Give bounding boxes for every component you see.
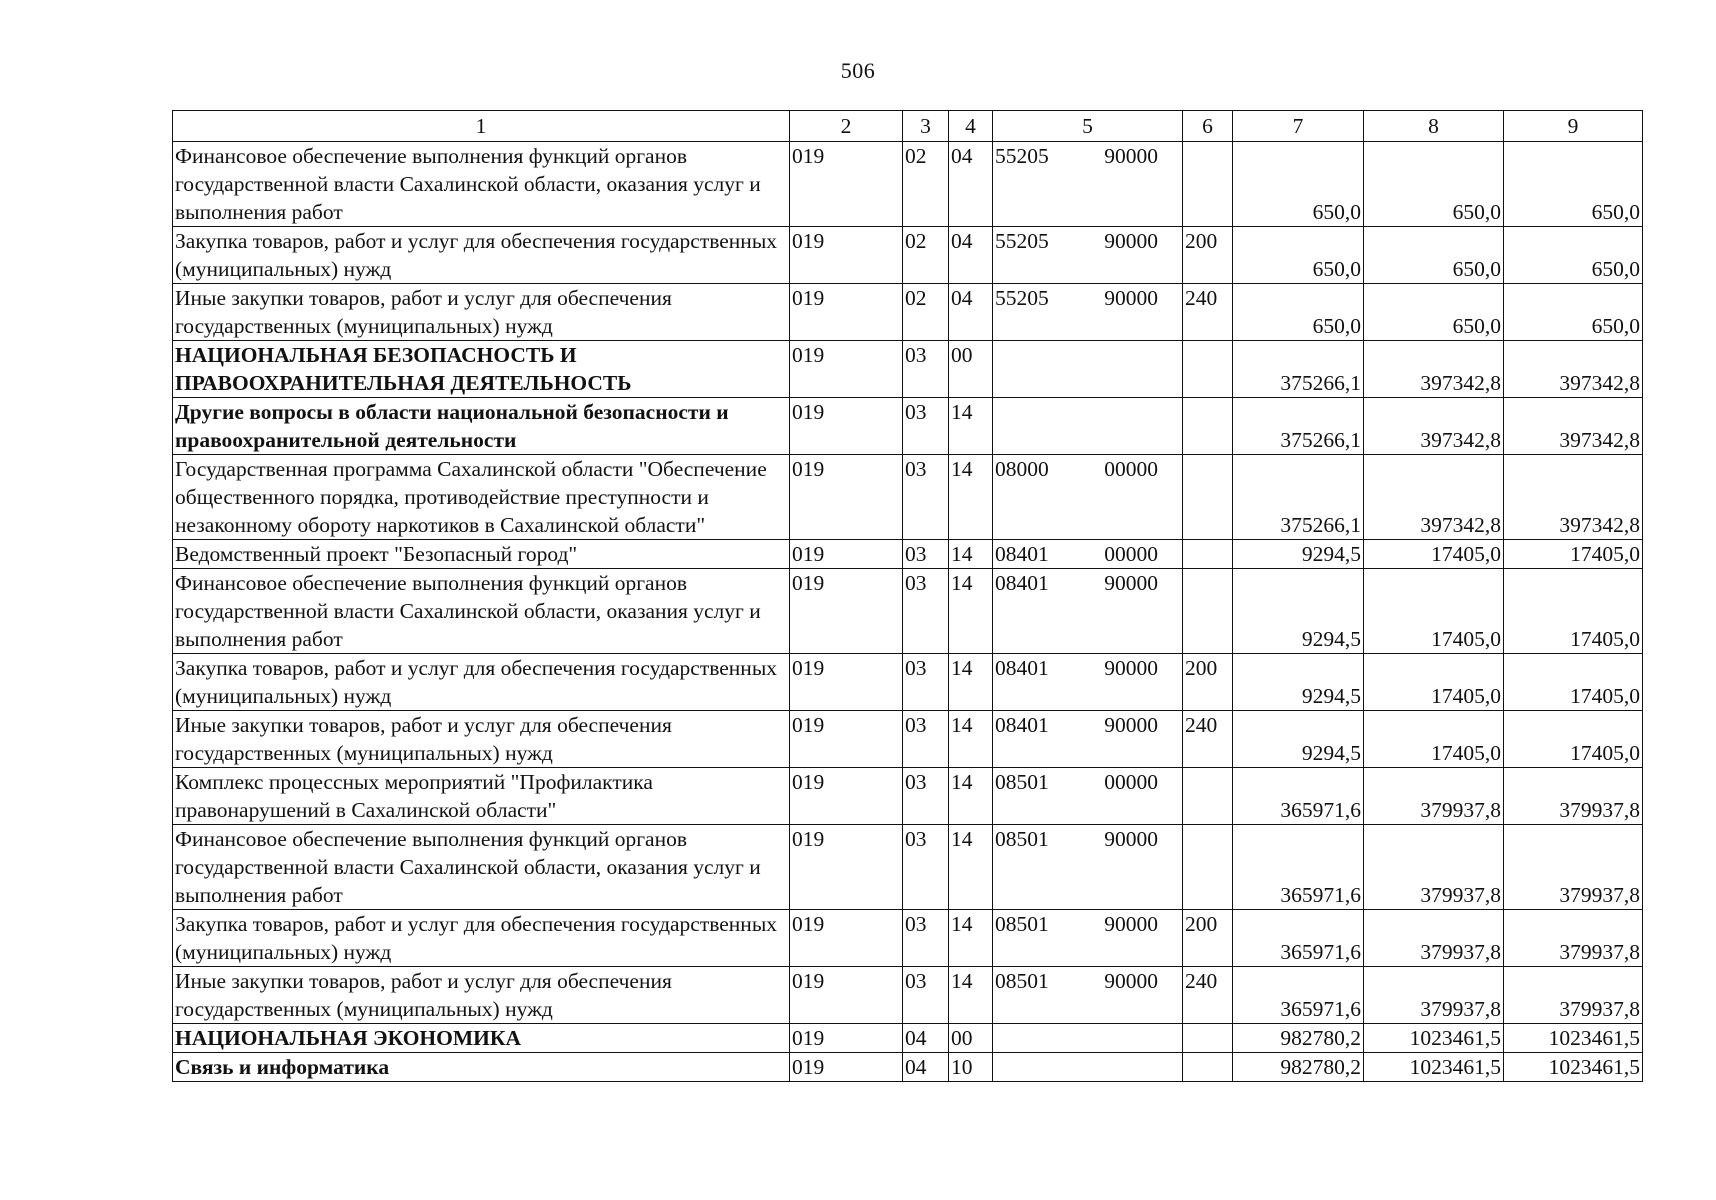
col3-cell: 03	[903, 825, 949, 910]
col6-cell	[1183, 825, 1233, 910]
header-row	[173, 111, 1643, 142]
col5-cell	[993, 768, 1183, 825]
col9-amount: 379937,8	[1504, 967, 1643, 1024]
col6-cell	[1183, 142, 1233, 227]
col5-program-code: 55205	[995, 144, 1049, 168]
row-name-cell: Комплекс процессных мероприятий "Профилактика правонарушений в Сахалинской области"	[173, 768, 790, 825]
col5-code	[995, 825, 1180, 853]
header-col-4: 4	[949, 111, 993, 142]
col3-cell: 03	[903, 455, 949, 540]
col5-code	[995, 284, 1180, 312]
col8-amount: 17405,0	[1364, 711, 1504, 768]
table-row	[173, 569, 1643, 654]
col5-cell	[993, 455, 1183, 540]
col2-cell: 019	[790, 398, 903, 455]
col5-direction-code: 90000	[1104, 571, 1158, 595]
col7-amount: 375266,1	[1233, 455, 1364, 540]
col5-cell	[993, 142, 1183, 227]
col3-cell: 02	[903, 284, 949, 341]
col9-amount: 17405,0	[1504, 654, 1643, 711]
col5-direction-code: 90000	[1104, 144, 1158, 168]
col5-code	[995, 142, 1180, 170]
table-row	[173, 1024, 1643, 1053]
col5-code	[995, 540, 1180, 568]
col5-direction-code: 90000	[1104, 969, 1158, 993]
col5-code	[995, 227, 1180, 255]
col4-cell: 04	[949, 142, 993, 227]
col4-cell: 00	[949, 1024, 993, 1053]
col9-amount: 17405,0	[1504, 540, 1643, 569]
col3-cell: 02	[903, 227, 949, 284]
col2-cell: 019	[790, 910, 903, 967]
budget-table	[172, 110, 1643, 1082]
col7-amount: 375266,1	[1233, 341, 1364, 398]
table-row	[173, 1053, 1643, 1082]
col4-cell: 14	[949, 398, 993, 455]
table-row	[173, 227, 1643, 284]
page-number: 506	[840, 58, 876, 83]
col8-amount: 650,0	[1364, 284, 1504, 341]
col7-amount: 9294,5	[1233, 711, 1364, 768]
col7-amount: 982780,2	[1233, 1053, 1364, 1082]
col5-cell	[993, 910, 1183, 967]
col5-cell	[993, 825, 1183, 910]
col5-program-code: 55205	[995, 229, 1049, 253]
col4-cell: 14	[949, 910, 993, 967]
col7-amount: 365971,6	[1233, 825, 1364, 910]
col8-amount: 379937,8	[1364, 967, 1504, 1024]
col7-amount: 982780,2	[1233, 1024, 1364, 1053]
col3-cell: 03	[903, 711, 949, 768]
col5-program-code: 08401	[995, 656, 1049, 680]
col8-amount: 650,0	[1364, 142, 1504, 227]
col6-cell	[1183, 1053, 1233, 1082]
col5-program-code: 08401	[995, 542, 1049, 566]
table-row	[173, 654, 1643, 711]
col5-program-code: 08501	[995, 912, 1049, 936]
col9-amount: 379937,8	[1504, 910, 1643, 967]
col3-cell: 03	[903, 398, 949, 455]
col6-cell	[1183, 768, 1233, 825]
col2-cell: 019	[790, 825, 903, 910]
header-col-8: 8	[1364, 111, 1504, 142]
col5-code	[995, 654, 1180, 682]
row-name-cell: Закупка товаров, работ и услуг для обеспечения государственных (муниципальных) нужд	[173, 654, 790, 711]
table-row	[173, 398, 1643, 455]
col6-cell	[1183, 398, 1233, 455]
col4-cell: 10	[949, 1053, 993, 1082]
col2-cell: 019	[790, 227, 903, 284]
col5-cell	[993, 398, 1183, 455]
col7-amount: 375266,1	[1233, 398, 1364, 455]
col8-amount: 379937,8	[1364, 825, 1504, 910]
col8-amount: 397342,8	[1364, 341, 1504, 398]
col6-cell	[1183, 455, 1233, 540]
col8-amount: 17405,0	[1364, 569, 1504, 654]
table-row	[173, 341, 1643, 398]
col5-cell	[993, 284, 1183, 341]
col5-direction-code: 90000	[1104, 912, 1158, 936]
col5-direction-code: 90000	[1104, 713, 1158, 737]
col5-cell	[993, 711, 1183, 768]
col8-amount: 1023461,5	[1364, 1024, 1504, 1053]
col5-code	[995, 967, 1180, 995]
col5-cell	[993, 569, 1183, 654]
col6-cell: 240	[1183, 711, 1233, 768]
col4-cell: 04	[949, 284, 993, 341]
row-name-cell: Иные закупки товаров, работ и услуг для обеспечения государственных (муниципальных) нужд	[173, 967, 790, 1024]
col9-amount: 17405,0	[1504, 569, 1643, 654]
col6-cell: 200	[1183, 227, 1233, 284]
col5-direction-code: 90000	[1104, 229, 1158, 253]
col5-program-code: 08501	[995, 770, 1049, 794]
col3-cell: 03	[903, 569, 949, 654]
header-col-6: 6	[1183, 111, 1233, 142]
col7-amount: 650,0	[1233, 284, 1364, 341]
col9-amount: 397342,8	[1504, 398, 1643, 455]
row-name-cell: Иные закупки товаров, работ и услуг для обеспечения государственных (муниципальных) нужд	[173, 711, 790, 768]
col2-cell: 019	[790, 142, 903, 227]
col2-cell: 019	[790, 711, 903, 768]
header-col-1: 1	[173, 111, 790, 142]
col3-cell: 03	[903, 540, 949, 569]
col6-cell	[1183, 569, 1233, 654]
col4-cell: 00	[949, 341, 993, 398]
col9-amount: 397342,8	[1504, 455, 1643, 540]
col6-cell: 200	[1183, 654, 1233, 711]
col2-cell: 019	[790, 1053, 903, 1082]
row-name-cell: Закупка товаров, работ и услуг для обеспечения государственных (муниципальных) нужд	[173, 227, 790, 284]
row-name-cell: Финансовое обеспечение выполнения функций органов государственной власти Сахалинской области, оказания услуг и выполнения работ	[173, 569, 790, 654]
col9-amount: 379937,8	[1504, 768, 1643, 825]
col5-cell	[993, 654, 1183, 711]
col7-amount: 365971,6	[1233, 910, 1364, 967]
col7-amount: 365971,6	[1233, 768, 1364, 825]
col5-program-code: 55205	[995, 286, 1049, 310]
col5-direction-code: 90000	[1104, 286, 1158, 310]
col9-amount: 1023461,5	[1504, 1024, 1643, 1053]
col7-amount: 9294,5	[1233, 540, 1364, 569]
table-row	[173, 284, 1643, 341]
col8-amount: 379937,8	[1364, 910, 1504, 967]
col2-cell: 019	[790, 455, 903, 540]
col5-direction-code: 00000	[1104, 457, 1158, 481]
row-name-cell: НАЦИОНАЛЬНАЯ БЕЗОПАСНОСТЬ И ПРАВООХРАНИТЕЛЬНАЯ ДЕЯТЕЛЬНОСТЬ	[173, 341, 790, 398]
col3-cell: 04	[903, 1024, 949, 1053]
col5-code	[995, 711, 1180, 739]
col5-cell	[993, 967, 1183, 1024]
col9-amount: 379937,8	[1504, 825, 1643, 910]
header-col-7: 7	[1233, 111, 1364, 142]
col9-amount: 397342,8	[1504, 341, 1643, 398]
col5-code	[995, 768, 1180, 796]
col5-cell	[993, 1024, 1183, 1053]
col2-cell: 019	[790, 1024, 903, 1053]
col5-direction-code: 90000	[1104, 656, 1158, 680]
col8-amount: 1023461,5	[1364, 1053, 1504, 1082]
table-row	[173, 540, 1643, 569]
col7-amount: 650,0	[1233, 142, 1364, 227]
table-row	[173, 142, 1643, 227]
col2-cell: 019	[790, 284, 903, 341]
col9-amount: 650,0	[1504, 284, 1643, 341]
col5-cell	[993, 540, 1183, 569]
col8-amount: 379937,8	[1364, 768, 1504, 825]
col3-cell: 03	[903, 910, 949, 967]
col8-amount: 397342,8	[1364, 455, 1504, 540]
col4-cell: 14	[949, 711, 993, 768]
col5-cell	[993, 1053, 1183, 1082]
col4-cell: 14	[949, 967, 993, 1024]
col4-cell: 14	[949, 540, 993, 569]
col9-amount: 17405,0	[1504, 711, 1643, 768]
col8-amount: 397342,8	[1364, 398, 1504, 455]
col5-code	[995, 910, 1180, 938]
row-name-cell: Финансовое обеспечение выполнения функций органов государственной власти Сахалинской области, оказания услуг и выполнения работ	[173, 825, 790, 910]
col6-cell	[1183, 1024, 1233, 1053]
col6-cell	[1183, 540, 1233, 569]
row-name-cell: Другие вопросы в области национальной безопасности и правоохранительной деятельности	[173, 398, 790, 455]
col4-cell: 14	[949, 654, 993, 711]
table-row	[173, 768, 1643, 825]
col4-cell: 14	[949, 455, 993, 540]
row-name-cell: Связь и информатика	[173, 1053, 790, 1082]
col9-amount: 650,0	[1504, 142, 1643, 227]
col7-amount: 650,0	[1233, 227, 1364, 284]
col5-direction-code: 90000	[1104, 827, 1158, 851]
col5-program-code: 08401	[995, 713, 1049, 737]
col5-cell	[993, 227, 1183, 284]
col3-cell: 02	[903, 142, 949, 227]
col5-code	[995, 569, 1180, 597]
col7-amount: 9294,5	[1233, 569, 1364, 654]
row-name-cell: Закупка товаров, работ и услуг для обеспечения государственных (муниципальных) нужд	[173, 910, 790, 967]
row-name-cell: Финансовое обеспечение выполнения функций органов государственной власти Сахалинской области, оказания услуг и выполнения работ	[173, 142, 790, 227]
col8-amount: 650,0	[1364, 227, 1504, 284]
col5-code	[995, 455, 1180, 483]
col2-cell: 019	[790, 654, 903, 711]
col3-cell: 03	[903, 768, 949, 825]
col9-amount: 1023461,5	[1504, 1053, 1643, 1082]
header-col-5: 5	[993, 111, 1183, 142]
header-col-9: 9	[1504, 111, 1643, 142]
col5-direction-code: 00000	[1104, 542, 1158, 566]
col3-cell: 03	[903, 654, 949, 711]
table-row	[173, 967, 1643, 1024]
col5-cell	[993, 341, 1183, 398]
table-row	[173, 910, 1643, 967]
col4-cell: 14	[949, 569, 993, 654]
col6-cell: 240	[1183, 967, 1233, 1024]
table-row	[173, 825, 1643, 910]
header-col-3: 3	[903, 111, 949, 142]
col3-cell: 03	[903, 341, 949, 398]
col5-direction-code: 00000	[1104, 770, 1158, 794]
col4-cell: 14	[949, 768, 993, 825]
table-row	[173, 711, 1643, 768]
col6-cell: 240	[1183, 284, 1233, 341]
col2-cell: 019	[790, 540, 903, 569]
row-name-cell: Иные закупки товаров, работ и услуг для обеспечения государственных (муниципальных) нужд	[173, 284, 790, 341]
col2-cell: 019	[790, 569, 903, 654]
col2-cell: 019	[790, 967, 903, 1024]
col7-amount: 9294,5	[1233, 654, 1364, 711]
col5-program-code: 08501	[995, 969, 1049, 993]
col4-cell: 04	[949, 227, 993, 284]
row-name-cell: НАЦИОНАЛЬНАЯ ЭКОНОМИКА	[173, 1024, 790, 1053]
col3-cell: 03	[903, 967, 949, 1024]
col6-cell: 200	[1183, 910, 1233, 967]
col7-amount: 365971,6	[1233, 967, 1364, 1024]
col8-amount: 17405,0	[1364, 540, 1504, 569]
col5-program-code: 08401	[995, 571, 1049, 595]
col5-program-code: 08000	[995, 457, 1049, 481]
table-row	[173, 455, 1643, 540]
row-name-cell: Государственная программа Сахалинской области "Обеспечение общественного порядка, противодействие преступности и незаконному обороту наркотиков в Сахалинской области"	[173, 455, 790, 540]
col5-program-code: 08501	[995, 827, 1049, 851]
col6-cell	[1183, 341, 1233, 398]
col9-amount: 650,0	[1504, 227, 1643, 284]
col2-cell: 019	[790, 341, 903, 398]
row-name-cell: Ведомственный проект "Безопасный город"	[173, 540, 790, 569]
col8-amount: 17405,0	[1364, 654, 1504, 711]
col3-cell: 04	[903, 1053, 949, 1082]
col4-cell: 14	[949, 825, 993, 910]
header-col-2: 2	[790, 111, 903, 142]
col2-cell: 019	[790, 768, 903, 825]
